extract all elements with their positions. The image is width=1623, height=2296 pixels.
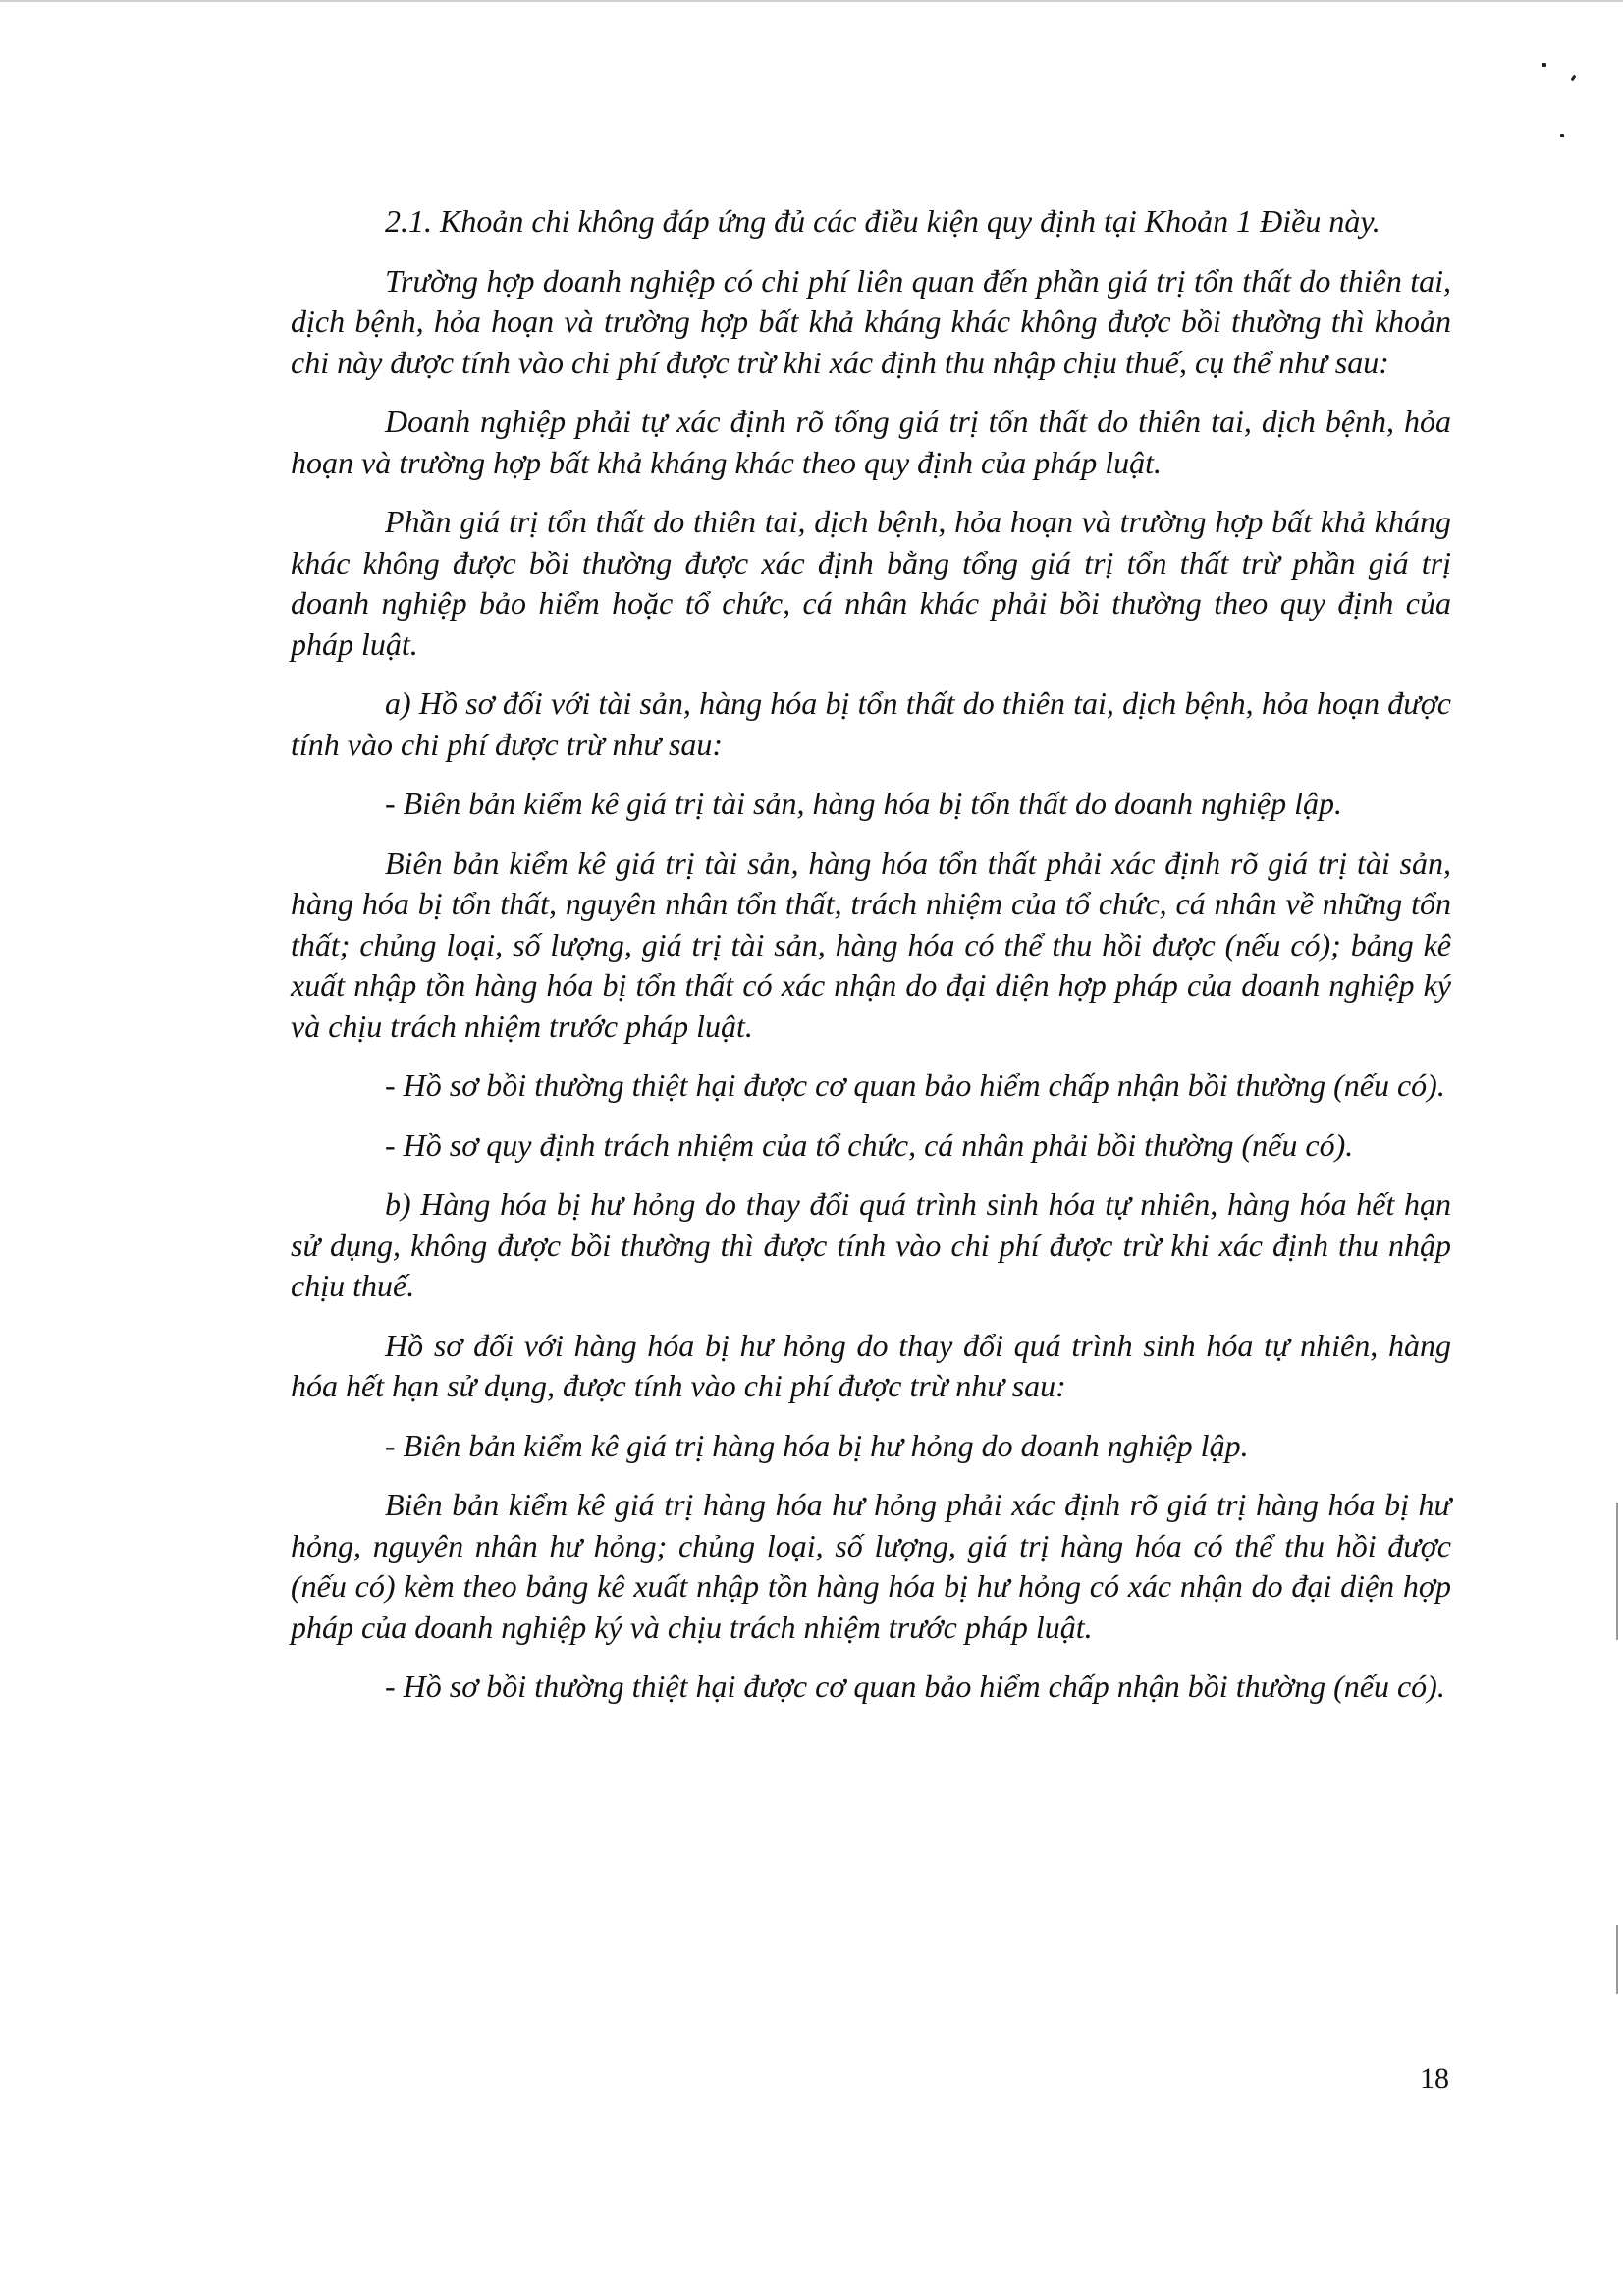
paragraph-loss-expense: Trường hợp doanh nghiệp có chi phí liên quan đến phần giá trị tổn thất do thiên tai, dịch bệnh, hỏa hoạn và trường hợp bất khả kháng khác không được bồi thường thì khoản chi này được tính vào chi phí được trừ khi xác định thu nhập chịu thuế, cụ thể như sau: — [291, 262, 1451, 380]
scan-speck — [1542, 63, 1546, 67]
scan-edge-mark — [1616, 1925, 1618, 1994]
document-body — [291, 201, 1451, 1726]
list-item-damaged-inventory-record: - Biên bản kiểm kê giá trị hàng hóa bị hư hỏng do doanh nghiệp lập. — [385, 1427, 1249, 1463]
paragraph-self-determine: Doanh nghiệp phải tự xác định rõ tổng giá trị tổn thất do thiên tai, dịch bệnh, hỏa hoạn và trường hợp bất khả kháng khác theo quy định của pháp luật. — [291, 404, 1451, 480]
scan-speck — [1571, 75, 1577, 82]
paragraph-damaged-record-detail: Biên bản kiểm kê giá trị hàng hóa hư hỏng phải xác định rõ giá trị hàng hóa bị hư hỏng, nguyên nhân hư hỏng; chủng loại, số lượng, giá trị hàng hóa có thể thu hồi được (nếu có) kèm theo bảng kê xuất nhập tồn hàng hóa bị hư hỏng có xác nhận do đại diện hợp pháp của doanh nghiệp ký và chịu trách nhiệm trước pháp luật. — [291, 1487, 1451, 1645]
page-number: 18 — [1420, 2062, 1449, 2095]
scan-edge-mark — [1616, 1503, 1618, 1640]
paragraph-2-1: 2.1. Khoản chi không đáp ứng đủ các điều kiện quy định tại Khoản 1 Điều này. — [385, 203, 1380, 239]
scan-speck — [1560, 134, 1564, 137]
list-item-insurance-record-2: - Hồ sơ bồi thường thiệt hại được cơ quan bảo hiểm chấp nhận bồi thường (nếu có). — [385, 1668, 1445, 1704]
list-item-responsibility-record: - Hồ sơ quy định trách nhiệm của tổ chức, cá nhân phải bồi thường (nếu có). — [385, 1126, 1354, 1163]
list-item-insurance-record: - Hồ sơ bồi thường thiệt hại được cơ quan bảo hiểm chấp nhận bồi thường (nếu có). — [385, 1067, 1445, 1103]
paragraph-uncompensated-value: Phần giá trị tổn thất do thiên tai, dịch bệnh, hỏa hoạn và trường hợp bất khả kháng khác không được bồi thường được xác định bằng tổng giá trị tổn thất trừ phần giá trị doanh nghiệp bảo hiểm hoặc tổ chức, cá nhân khác phải bồi thường theo quy định của pháp luật. — [291, 504, 1451, 662]
scan-top-edge — [0, 0, 1623, 2]
paragraph-inventory-record-detail: Biên bản kiểm kê giá trị tài sản, hàng hóa tổn thất phải xác định rõ giá trị tài sản, hàng hóa bị tổn thất, nguyên nhân tổn thất, trách nhiệm của tổ chức, cá nhân về những tổn thất; chủng loại, số lượng, giá trị tài sản, hàng hóa có thể thu hồi được (nếu có); bảng kê xuất nhập tồn hàng hóa bị tổn thất có xác nhận do đại diện hợp pháp của doanh nghiệp ký và chịu trách nhiệm trước pháp luật. — [291, 845, 1451, 1044]
paragraph-a-records: a) Hồ sơ đối với tài sản, hàng hóa bị tổn thất do thiên tai, dịch bệnh, hỏa hoạn được tính vào chi phí được trừ như sau: — [291, 685, 1451, 762]
paragraph-b-damaged-goods: b) Hàng hóa bị hư hỏng do thay đổi quá trình sinh hóa tự nhiên, hàng hóa hết hạn sử dụng, không được bồi thường thì được tính vào chi phí được trừ khi xác định thu nhập chịu thuế. — [291, 1186, 1451, 1303]
paragraph-damaged-goods-records: Hồ sơ đối với hàng hóa bị hư hỏng do thay đổi quá trình sinh hóa tự nhiên, hàng hóa hết hạn sử dụng, được tính vào chi phí được trừ như sau: — [291, 1327, 1451, 1403]
list-item-inventory-record: - Biên bản kiểm kê giá trị tài sản, hàng hóa bị tổn thất do doanh nghiệp lập. — [385, 786, 1343, 821]
